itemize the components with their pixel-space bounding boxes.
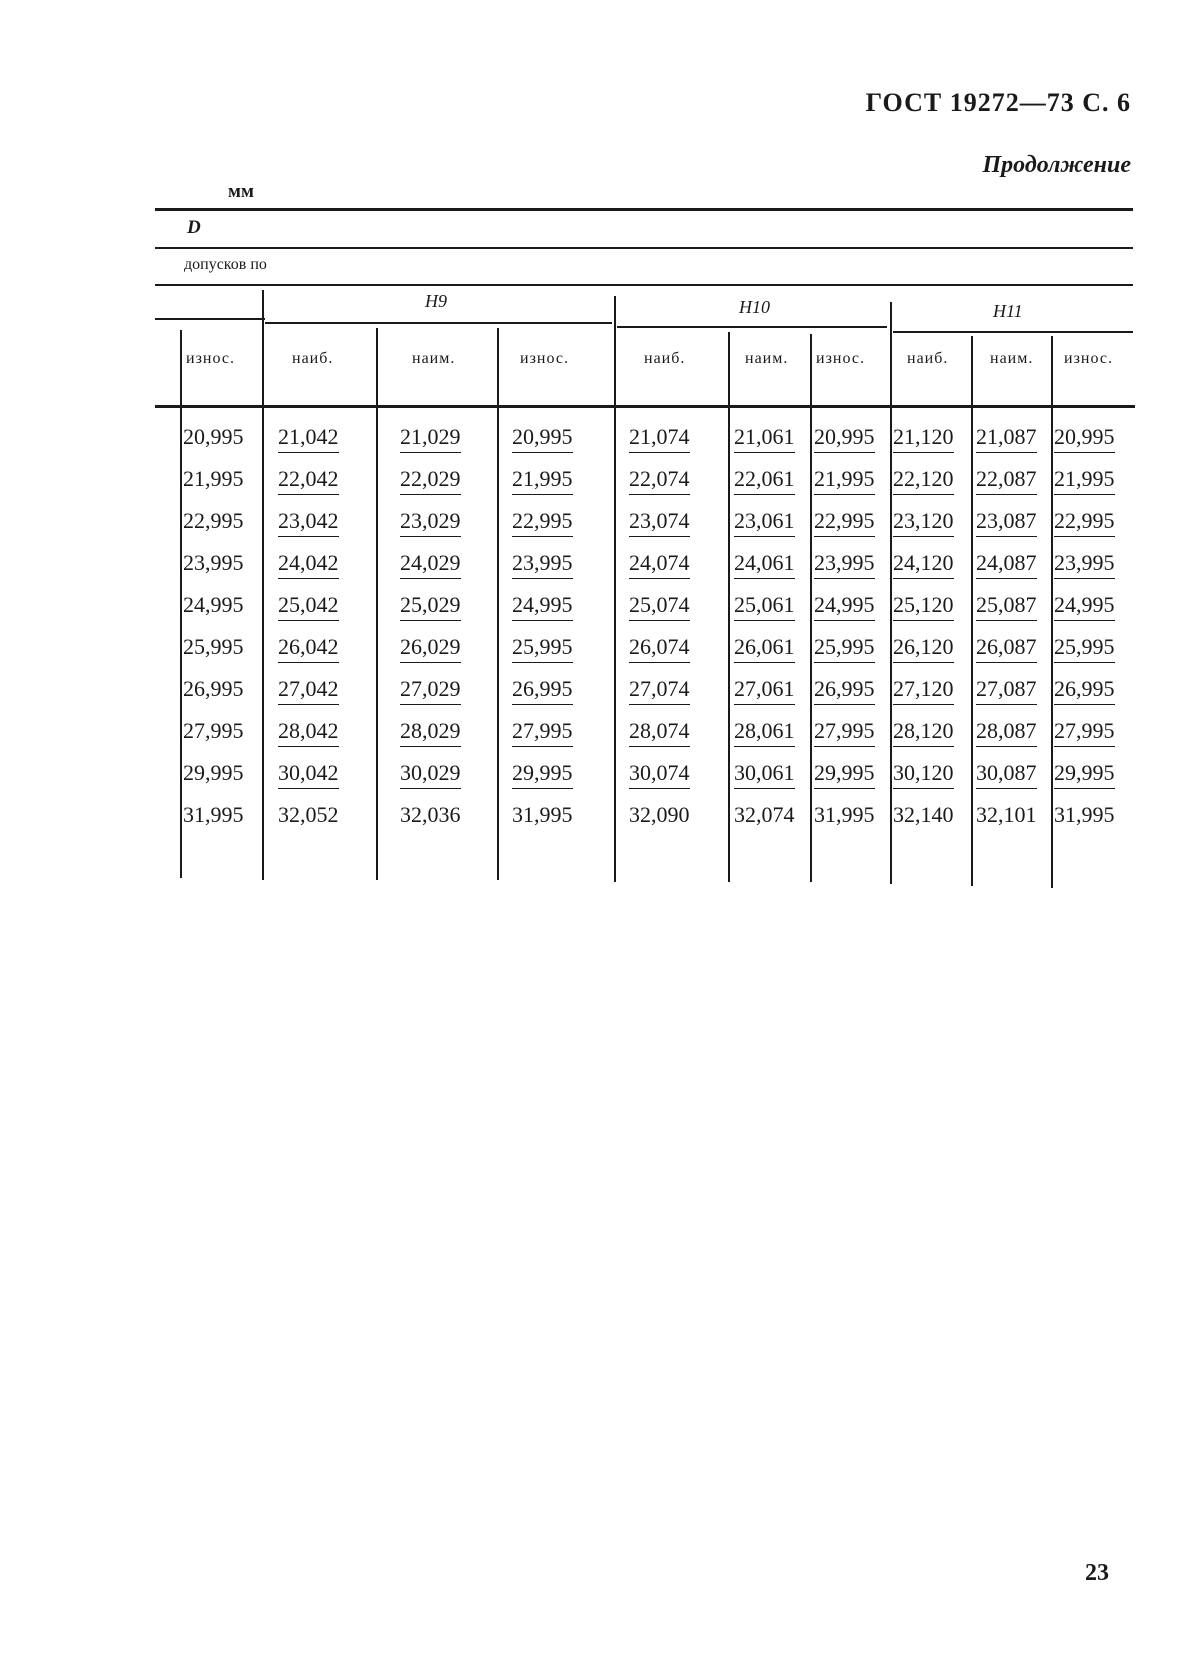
table-cell: 21,995 — [512, 466, 573, 495]
column-divider — [262, 290, 264, 880]
table-cell: 25,029 — [400, 592, 461, 621]
table-cell: 22,995 — [512, 508, 573, 537]
subheader-naib: наиб. — [644, 350, 686, 367]
table-cell: 24,042 — [278, 550, 339, 579]
table-cell: 25,995 — [1054, 634, 1115, 663]
table-cell: 31,995 — [183, 802, 244, 827]
table-cell: 29,995 — [183, 760, 244, 785]
column-divider — [1051, 336, 1053, 888]
table-cell: 20,995 — [814, 424, 875, 453]
table-cell: 27,995 — [512, 718, 573, 747]
table-cell: 32,140 — [893, 802, 954, 827]
table-cell: 28,074 — [629, 718, 690, 747]
column-divider — [614, 296, 616, 882]
table-cell: 27,061 — [734, 676, 795, 705]
subheader-naim: наим. — [990, 350, 1034, 367]
table-cell: 29,995 — [512, 760, 573, 789]
column-divider — [180, 330, 182, 878]
table-cell: 21,995 — [183, 466, 244, 491]
table-cell: 23,087 — [976, 508, 1037, 537]
header-bottom-border — [155, 405, 1135, 408]
group-rule — [893, 331, 1133, 333]
table-cell: 27,995 — [1054, 718, 1115, 747]
table-cell: 25,995 — [512, 634, 573, 663]
table-cell: 22,042 — [278, 466, 339, 495]
table-rule — [155, 284, 1133, 286]
table-cell: 25,995 — [183, 634, 244, 659]
table-cell: 30,087 — [976, 760, 1037, 789]
group-rule — [155, 318, 265, 320]
group-rule — [265, 322, 612, 324]
page-number: 23 — [1085, 1560, 1109, 1586]
table-cell: 27,029 — [400, 676, 461, 705]
subheader-naim: наим. — [745, 350, 789, 367]
table-cell: 24,995 — [183, 592, 244, 617]
table-cell: 24,061 — [734, 550, 795, 579]
table-cell: 29,995 — [1054, 760, 1115, 789]
table-cell: 32,101 — [976, 802, 1037, 827]
table-cell: 23,061 — [734, 508, 795, 537]
column-divider — [890, 302, 892, 884]
table-cell: 27,042 — [278, 676, 339, 705]
table-cell: 25,042 — [278, 592, 339, 621]
table-cell: 31,995 — [512, 802, 573, 827]
table-cell: 21,074 — [629, 424, 690, 453]
table-cell: 26,995 — [1054, 676, 1115, 705]
table-cell: 26,995 — [814, 676, 875, 705]
table-cell: 27,074 — [629, 676, 690, 705]
group-header-h9: H9 — [425, 291, 447, 311]
table-rule — [155, 247, 1133, 249]
table-cell: 27,120 — [893, 676, 954, 705]
table-cell: 23,995 — [814, 550, 875, 579]
table-cell: 24,087 — [976, 550, 1037, 579]
table-cell: 24,029 — [400, 550, 461, 579]
table-cell: 32,052 — [278, 802, 339, 827]
column-divider — [810, 334, 812, 882]
table-cell: 23,029 — [400, 508, 461, 537]
table-cell: 24,074 — [629, 550, 690, 579]
subheader-naim: наим. — [412, 350, 456, 367]
subheader-iznos: износ. — [186, 350, 235, 367]
table-cell: 32,090 — [629, 802, 690, 827]
table-cell: 23,074 — [629, 508, 690, 537]
table-cell: 24,120 — [893, 550, 954, 579]
subheader-iznos: износ. — [816, 350, 865, 367]
table-cell: 21,061 — [734, 424, 795, 453]
table-cell: 22,061 — [734, 466, 795, 495]
table-cell: 22,087 — [976, 466, 1037, 495]
table-cell: 28,042 — [278, 718, 339, 747]
table-cell: 28,029 — [400, 718, 461, 747]
table-cell: 22,995 — [1054, 508, 1115, 537]
group-rule — [617, 326, 887, 328]
group-header-h11: H11 — [993, 301, 1023, 321]
column-divider — [971, 336, 973, 886]
table-cell: 27,087 — [976, 676, 1037, 705]
table-cell: 24,995 — [512, 592, 573, 621]
table-cell: 27,995 — [183, 718, 244, 743]
table-cell: 23,995 — [1054, 550, 1115, 579]
table-cell: 31,995 — [814, 802, 875, 827]
table-cell: 26,120 — [893, 634, 954, 663]
table-cell: 32,036 — [400, 802, 461, 827]
subheader-iznos: износ. — [520, 350, 569, 367]
table-cell: 21,042 — [278, 424, 339, 453]
table-cell: 31,995 — [1054, 802, 1115, 827]
table-cell: 21,995 — [814, 466, 875, 495]
table-cell: 22,995 — [814, 508, 875, 537]
table-cell: 29,995 — [814, 760, 875, 789]
column-divider — [376, 328, 378, 880]
table-cell: 26,074 — [629, 634, 690, 663]
table-top-border — [155, 208, 1133, 211]
table-cell: 30,074 — [629, 760, 690, 789]
table-cell: 26,087 — [976, 634, 1037, 663]
table-cell: 28,087 — [976, 718, 1037, 747]
unit-label: мм — [228, 181, 254, 202]
table-cell: 23,995 — [512, 550, 573, 579]
tolerance-label: допусков по — [184, 256, 267, 273]
table-cell: 24,995 — [814, 592, 875, 621]
continuation-label: Продолжение — [982, 152, 1131, 178]
table-cell: 22,074 — [629, 466, 690, 495]
table-cell: 21,087 — [976, 424, 1037, 453]
table-cell: 26,995 — [183, 676, 244, 701]
table-cell: 22,995 — [183, 508, 244, 533]
column-d-label: D — [187, 217, 201, 238]
table-cell: 21,995 — [1054, 466, 1115, 495]
table-cell: 26,042 — [278, 634, 339, 663]
table-cell: 28,120 — [893, 718, 954, 747]
table-cell: 20,995 — [512, 424, 573, 453]
table-cell: 26,029 — [400, 634, 461, 663]
table-cell: 21,029 — [400, 424, 461, 453]
table-cell: 30,029 — [400, 760, 461, 789]
table-cell: 26,995 — [512, 676, 573, 705]
table-cell: 25,120 — [893, 592, 954, 621]
table-cell: 24,995 — [1054, 592, 1115, 621]
subheader-naib: наиб. — [907, 350, 949, 367]
table-cell: 21,120 — [893, 424, 954, 453]
table-cell: 27,995 — [814, 718, 875, 747]
table-cell: 22,120 — [893, 466, 954, 495]
group-header-h10: H10 — [739, 297, 770, 317]
table-cell: 28,061 — [734, 718, 795, 747]
column-divider — [728, 332, 730, 882]
column-divider — [497, 328, 499, 880]
table-cell: 25,087 — [976, 592, 1037, 621]
table-cell: 25,995 — [814, 634, 875, 663]
table-cell: 22,029 — [400, 466, 461, 495]
table-cell: 20,995 — [183, 424, 244, 449]
table-cell: 25,061 — [734, 592, 795, 621]
document-header: ГОСТ 19272—73 С. 6 — [865, 88, 1131, 117]
table-cell: 32,074 — [734, 802, 795, 827]
table-cell: 30,061 — [734, 760, 795, 789]
table-cell: 26,061 — [734, 634, 795, 663]
table-cell: 23,995 — [183, 550, 244, 575]
table-cell: 20,995 — [1054, 424, 1115, 453]
table-cell: 30,120 — [893, 760, 954, 789]
table-cell: 23,120 — [893, 508, 954, 537]
subheader-iznos: износ. — [1064, 350, 1113, 367]
table-cell: 30,042 — [278, 760, 339, 789]
table-cell: 23,042 — [278, 508, 339, 537]
subheader-naib: наиб. — [292, 350, 334, 367]
table-cell: 25,074 — [629, 592, 690, 621]
